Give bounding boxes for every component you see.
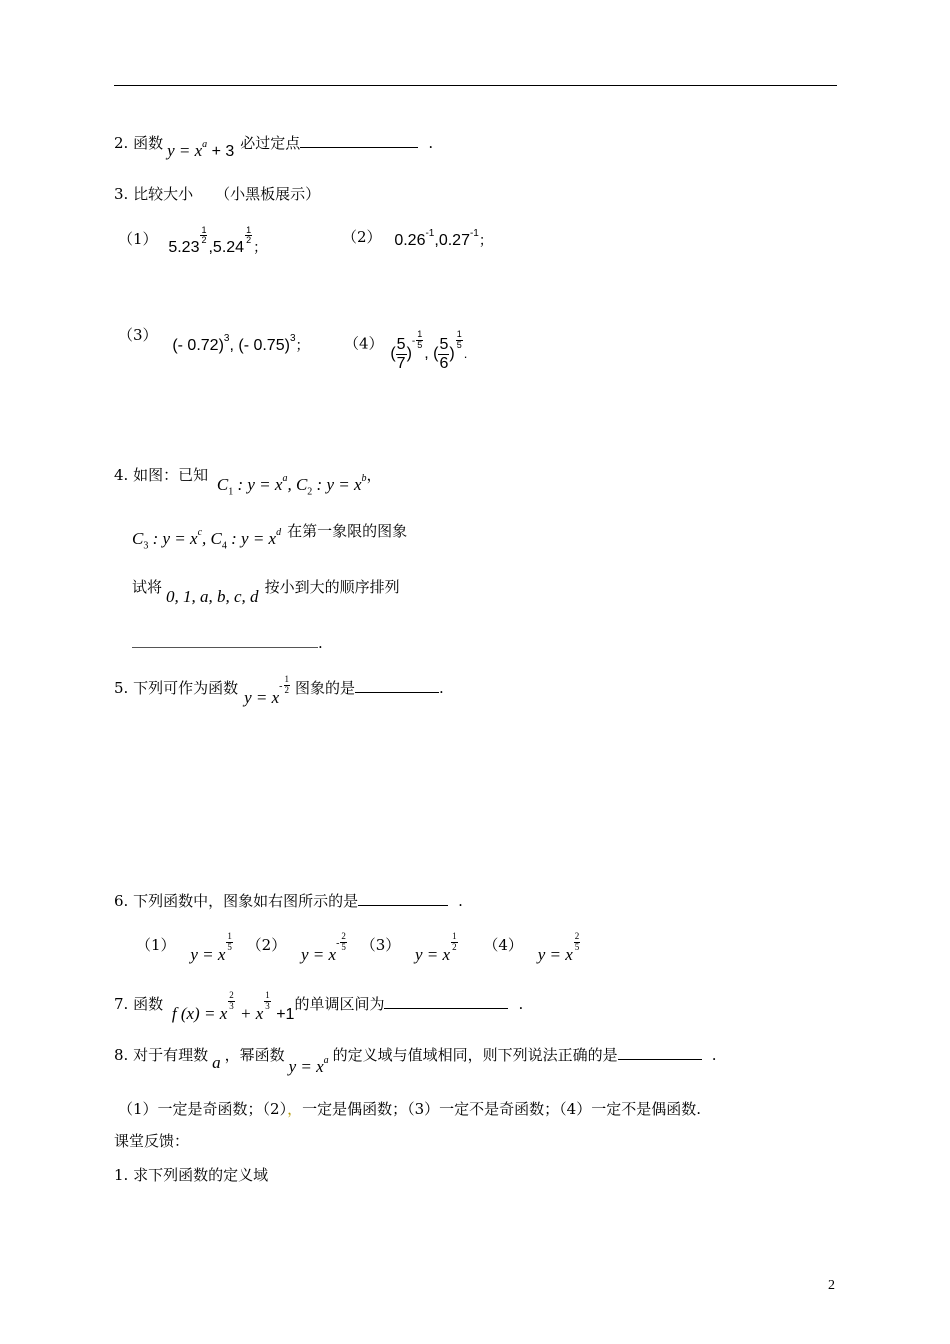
q5-formula: y = x- $\frac{1}{2}$: [244, 674, 289, 707]
feedback-title: 课堂反馈：: [114, 1132, 190, 1150]
feedback-item-1: 1. 求下列函数的定义域: [114, 1166, 269, 1184]
q3-p2-formula: $0.26^{-1},0.27^{-1}$；: [394, 228, 493, 249]
q6-option-3-formula: y = x $\frac{1}{2}$: [415, 931, 457, 964]
q4-ordering-list: 0, 1, a, b, c, d: [166, 587, 259, 606]
q8-answer-blank[interactable]: [618, 1058, 702, 1060]
page-number: 2: [828, 1278, 835, 1293]
q6-answer-blank[interactable]: [358, 904, 448, 906]
q4-curves-c1-c2: $C_1$ : $y = x^a$, $C_2$ : $y = x^b$: [216, 473, 367, 498]
question-2: 2. 函数 $y = x^a + 3$ 必过定点 .: [114, 134, 434, 160]
question-7: 7. 函数 f (x) = x $\frac{2}{3}$ + x $\frac{1}{3}$ +1的单调区间为 .: [114, 990, 524, 1023]
q3-p3-formula: (- 0.72)$^3$, (- 0.75)$^3$；: [172, 333, 310, 354]
q3-p1-formula: 5.23 $\frac{1}{2}$ ,5.24 $\frac{1}{2}$ ；: [168, 225, 268, 257]
q5-answer-blank[interactable]: [355, 691, 439, 693]
q8-options: （1）一定是奇函数；（2），一定是偶函数；（3）一定不是奇函数；（4）一定不是偶函数.: [118, 1100, 701, 1118]
q4-line-2: $C_3$ : $y = x^c$, $C_4$ : $y = x^d$ 在第一象限的图象: [132, 522, 408, 552]
q4-curves-c3-c4: $C_3$ : $y = x^c$, $C_4$ : $y = x^d$: [132, 527, 282, 552]
q2-prefix: 2. 函数: [114, 134, 164, 152]
q3-p4-formula: ( $\frac{5}{7}$ )- $\frac{1}{5}$ , ( $\frac{5}{6}$ ) $\frac{1}{5}$ .: [390, 329, 468, 372]
q2-answer-blank[interactable]: [300, 146, 418, 148]
q4-line-3: 试将 0, 1, a, b, c, d 按小到大的顺序排列: [132, 578, 400, 606]
q3-part-4: （4） ( $\frac{5}{7}$ )- $\frac{1}{5}$ , ( $\frac{5}{6}$ ) $\frac{1}{5}$ .: [344, 329, 468, 372]
q2-suffix: 必过定点: [240, 134, 301, 152]
q3-part-3: （3） (- 0.72)$^3$, (- 0.75)$^3$；: [118, 326, 310, 354]
question-4: 4. 如图：已知 $C_1$ : $y = x^a$, $C_2$ : $y = x^b$，: [114, 466, 382, 498]
q8-variable-a: a: [212, 1053, 221, 1072]
q6-options: （1） y = x $\frac{1}{5}$ （2） y = x- $\frac{2}{5}$ （3） y = x $\frac{1}{2}$ （4） y = x $\frac{2}{5}$: [136, 931, 580, 964]
q3-part-2: （2） $0.26^{-1},0.27^{-1}$；: [342, 228, 493, 249]
question-8: 8. 对于有理数 a ，幂函数$y = x^a$ 的定义域与值域相同，则下列说法正确的是 .: [114, 1046, 717, 1076]
q4-line-4: .: [132, 636, 323, 651]
question-6: 6. 下列函数中，图象如右图所示的是 .: [114, 892, 463, 910]
q6-option-2-formula: y = x- $\frac{2}{5}$: [301, 931, 346, 964]
q8-formula: $y = x^a$: [288, 1055, 329, 1076]
question-3-title: 3. 比较大小 （小黑板展示）: [114, 185, 321, 203]
q6-option-1-formula: y = x $\frac{1}{5}$: [190, 931, 232, 964]
q7-answer-blank[interactable]: [384, 1007, 508, 1009]
q2-formula: $y = x^a + 3$: [167, 139, 235, 160]
question-5: 5. 下列可作为函数 y = x- $\frac{1}{2}$ 图象的是 .: [114, 674, 444, 707]
q3-part-1: （1） 5.23 $\frac{1}{2}$ ,5.24 $\frac{1}{2}$ ；: [118, 225, 268, 257]
q4-answer-blank[interactable]: [132, 646, 318, 648]
q6-option-4-formula: y = x $\frac{2}{5}$: [537, 931, 580, 964]
header-rule: [114, 85, 837, 86]
q8-options-mark: ，: [287, 1100, 303, 1118]
q7-formula: f (x) = x $\frac{2}{3}$ + x $\frac{1}{3}$ +1: [171, 990, 295, 1023]
